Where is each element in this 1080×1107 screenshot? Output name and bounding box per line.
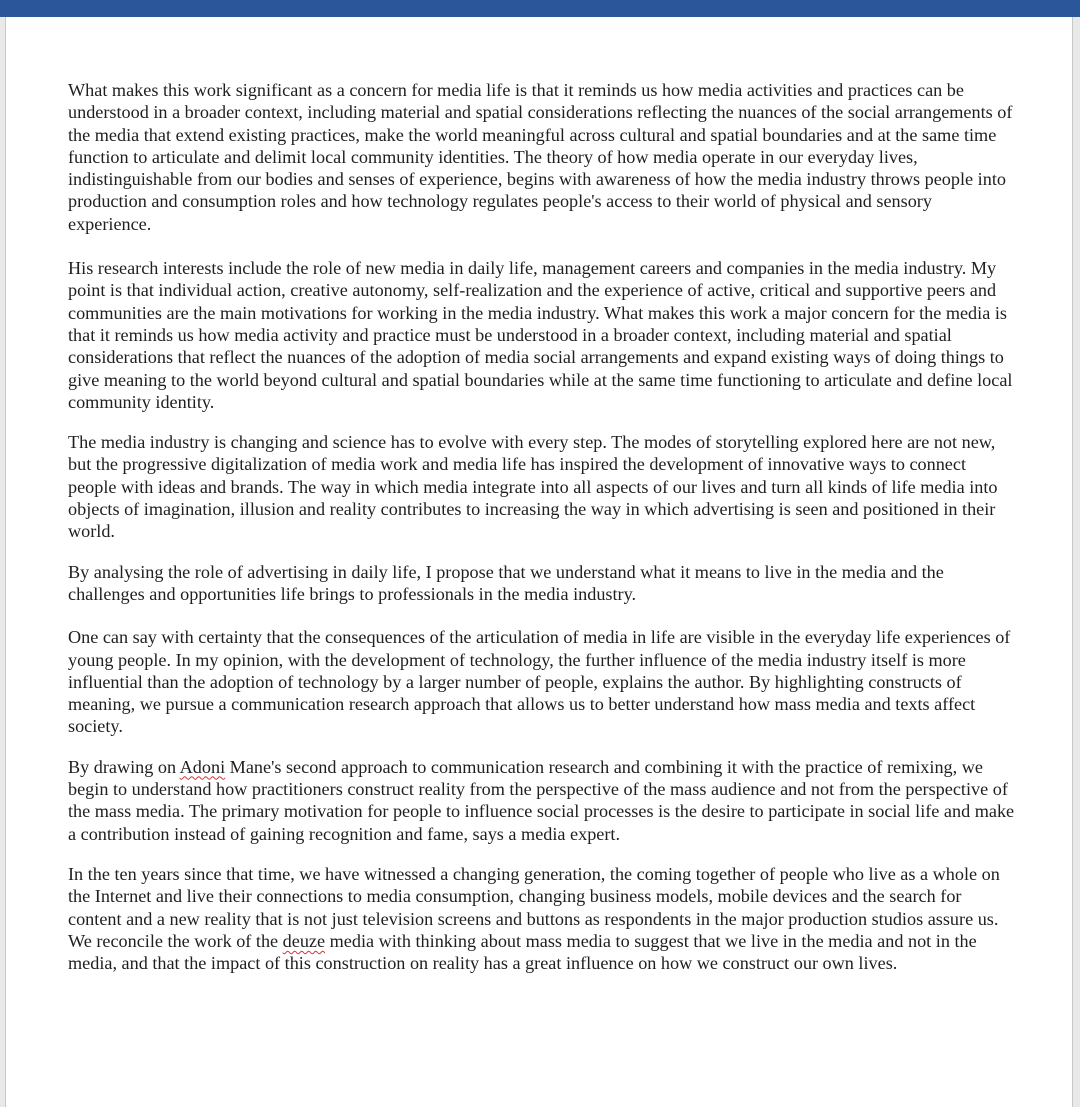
paragraph-7-text-start: In the ten years since that time, we have witnessed a changing generation, the coming together of people who live as a whole on the Internet and live their connections to media consumption, changing business models, mobile devices and the search for content and a new reality that is not just television screens and buttons as respondents in the major production studios assure us. We reconcile the work of the	[68, 863, 1000, 951]
paragraph-7[interactable]	[68, 863, 1018, 974]
document-body[interactable]	[68, 79, 1018, 974]
paragraph-6-text-end: Mane's second approach to communication research and combining it with the practice of remixing, we begin to understand how practitioners construct reality from the perspective of the mass audience and not from the perspective of the mass media. The primary motivation for people to influence social processes is the desire to participate in social life and make a contribution instead of gaining recognition and fame, says a media expert.	[68, 756, 1015, 844]
paragraph-5[interactable]: One can say with certainty that the consequences of the articulation of media in life are visible in the everyday life experiences of young people. In my opinion, with the development of technology, the further influence of the media industry itself is more influential than the adoption of technology by a larger number of people, explains the author. By highlighting constructs of meaning, we pursue a communication research approach that allows us to better understand how mass media and texts affect society.	[68, 627, 1011, 737]
paragraph-7-text-end: media with thinking about mass media to suggest that we live in the media and not in the media, and that the impact of this construction on reality has a great influence on how we construct our own lives.	[68, 930, 977, 974]
app-title-bar	[0, 0, 1080, 17]
spelling-error-deuze[interactable]: deuze	[282, 930, 326, 951]
paragraph-3[interactable]: The media industry is changing and science has to evolve with every step. The modes of storytelling explored here are not new, but the progressive digitalization of media work and media life has inspired the development of innovative ways to connect people with ideas and brands. The way in which media integrate into all aspects of our lives and turn all kinds of life media into objects of imagination, illusion and reality contributes to increasing the way in which advertising is seen and positioned in their world.	[68, 432, 998, 542]
paragraph-6-text-start: By drawing on	[68, 756, 180, 777]
paragraph-1[interactable]: What makes this work significant as a concern for media life is that it reminds us how media activities and practices can be understood in a broader context, including material and spatial considerations reflecting the nuances of the social arrangements of the media that extend existing practices, make the world meaningful across cultural and spatial boundaries and at the same time function to articulate and delimit local community identities. The theory of how media operate in our everyday lives, indistinguishable from our bodies and senses of experience, begins with awareness of how the media industry throws people into production and consumption roles and how technology regulates people's access to their world of physical and sensory experience.	[68, 80, 1013, 234]
paragraph-2[interactable]: His research interests include the role of new media in daily life, management careers and companies in the media industry. My point is that individual action, creative autonomy, self-realization and the experience of active, critical and supportive peers and communities are the main motivations for working in the media industry. What makes this work a major concern for the media is that it reminds us how media activity and practice must be understood in a broader context, including material and spatial considerations that reflect the nuances of the adoption of media social arrangements and expand existing ways of doing things to give meaning to the world beyond cultural and spatial boundaries while at the same time functioning to articulate and define local community identity.	[68, 258, 1013, 412]
spelling-error-adoni[interactable]: Adoni	[179, 756, 226, 777]
paragraph-4[interactable]: By analysing the role of advertising in daily life, I propose that we understand what it means to live in the media and the challenges and opportunities life brings to professionals in the media industry.	[68, 561, 944, 604]
paragraph-6[interactable]	[68, 756, 1018, 845]
document-page[interactable]	[5, 17, 1073, 1107]
